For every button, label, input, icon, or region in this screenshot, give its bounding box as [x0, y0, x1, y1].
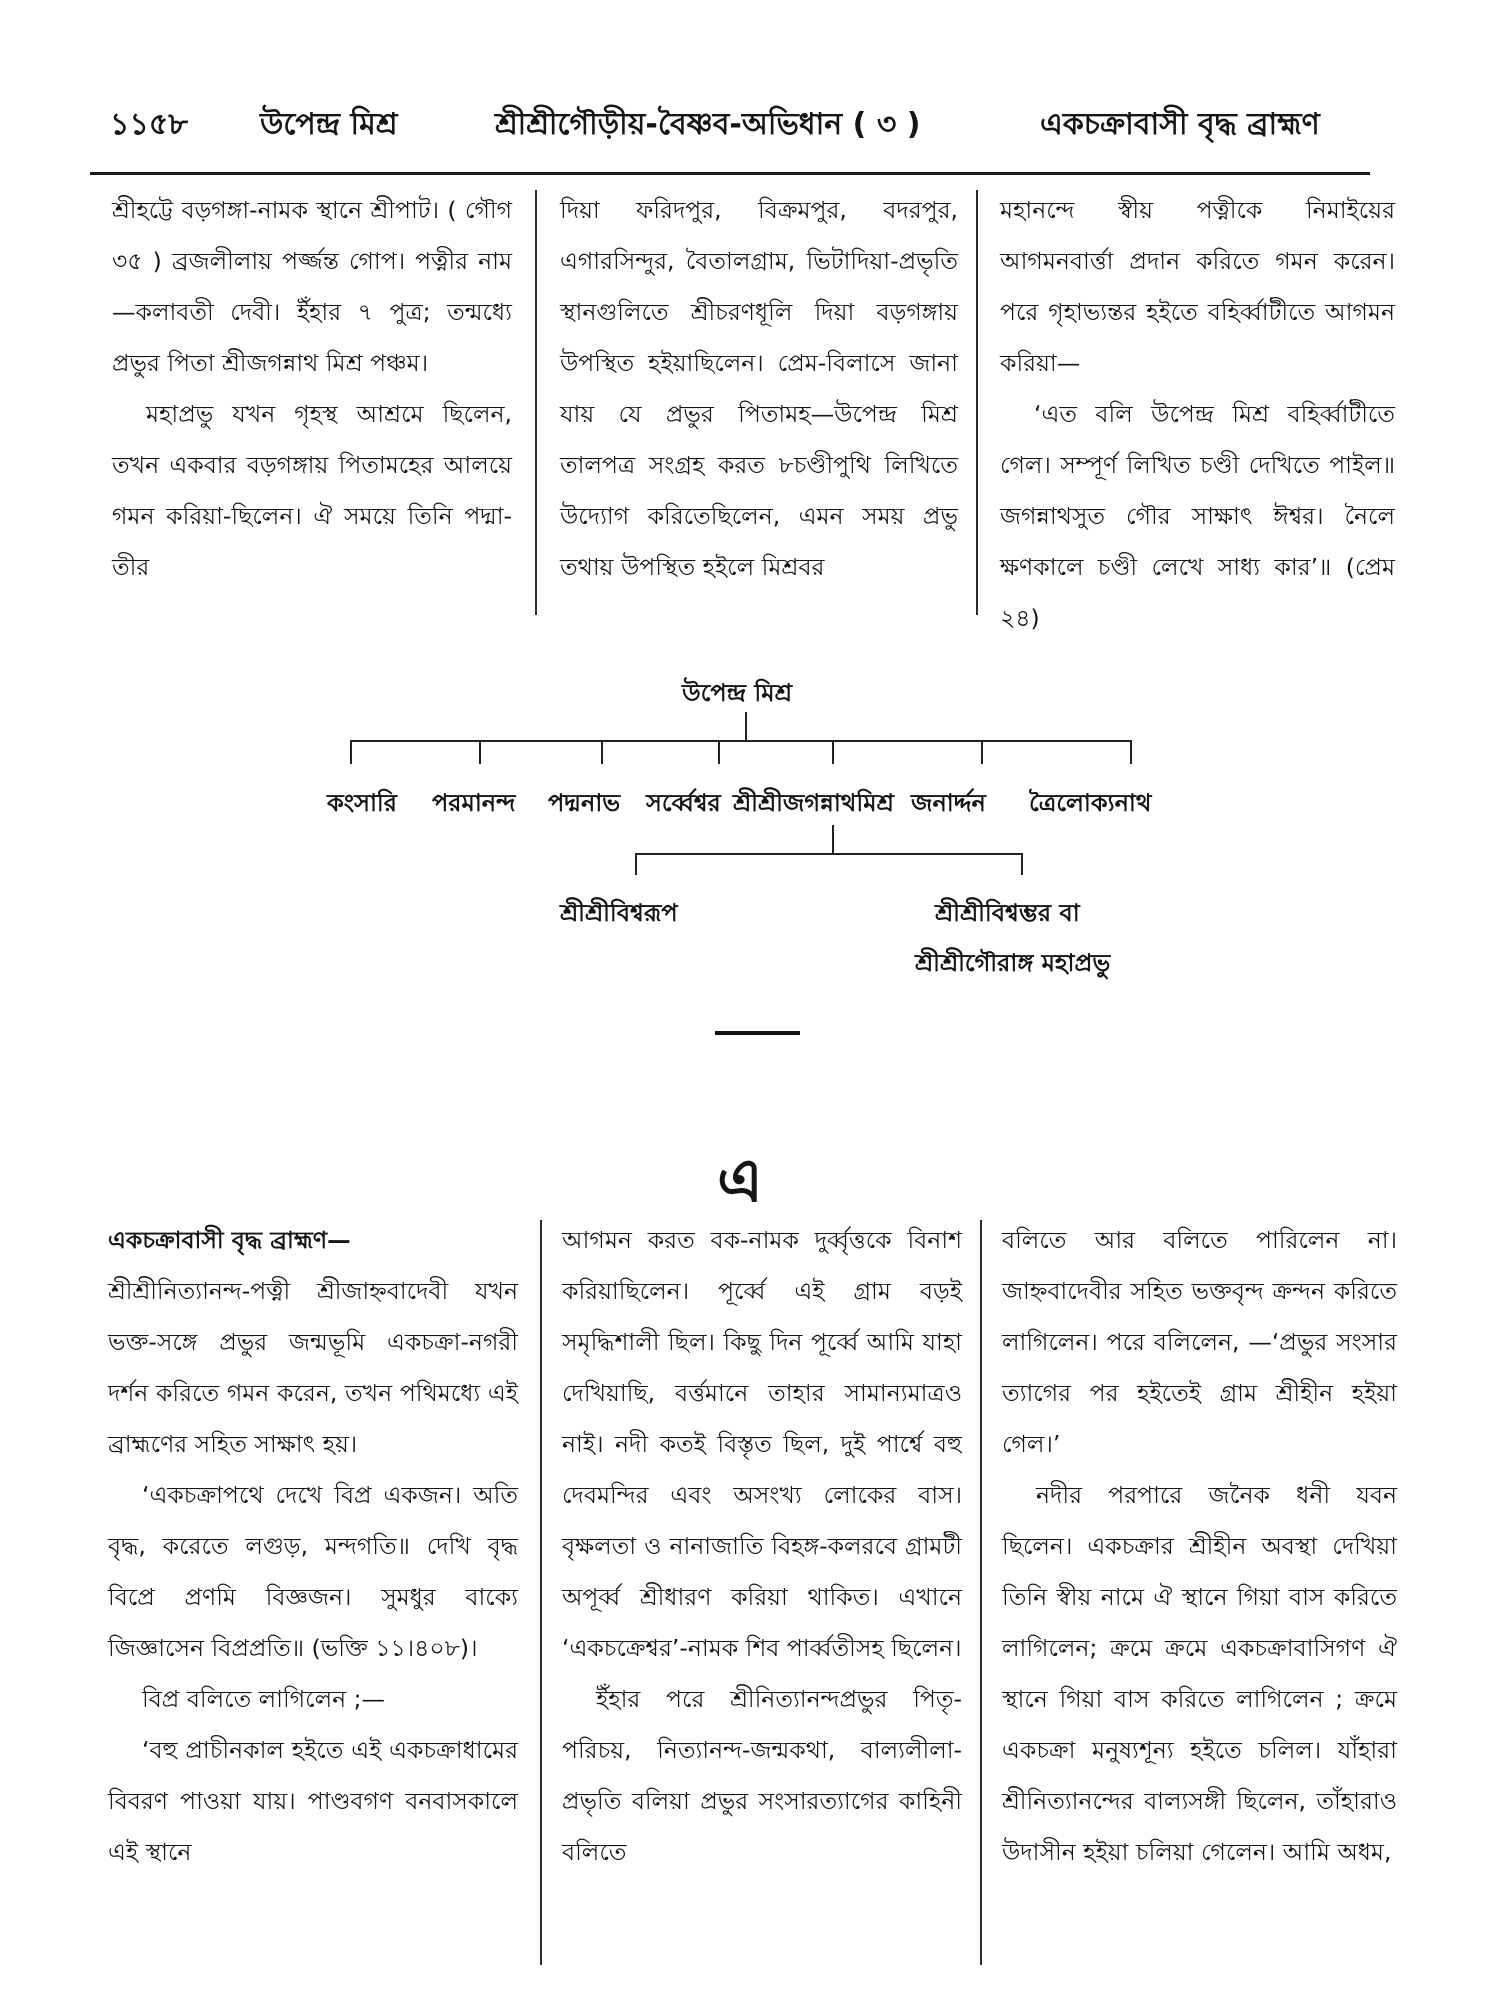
paragraph: নদীর পরপারে জনৈক ধনী যবন ছিলেন। একচক্রার শ্রীহীন অবস্থা দেখিয়া তিনি স্বীয় নামে ঐ স্থানে গিয়া বাস করিতে লাগিলেন; ক্রমে ক্রমে একচক্রাবাসিগণ ঐ স্থানে গিয়া বাস করিতে লাগিলেন ; ক্রমে একচক্রা মনুষ্যশূন্য হইতে চলিল। যাঁহারা শ্রীনিত্যানন্দের বাল্যসঙ্গী ছিলেন, তাঁহারাও উদাসীন হইয়া চলিয়া গেলেন। আমি অধম,	[1002, 1481, 1397, 1866]
paragraph: ‘এত বলি উপেন্দ্র মিশ্র বহির্ব্বাটীতে গেল। সম্পূর্ণ লিখিত চণ্ডী দেখিতে পাইল॥ জগন্নাথসুত গৌর সাক্ষাৎ ঈশ্বর। নৈলে ক্ষণকালে চণ্ডী লেখে সাধ্য কার’॥ (প্রেম ২৪)	[1000, 400, 1395, 632]
son-4: সর্ব্বেশ্বর	[646, 789, 721, 817]
paragraph: ইঁহার পরে শ্রীনিত্যানন্দপ্রভুর পিতৃ-পরিচয়, নিত্যানন্দ-জন্মকথা, বাল্যলীলা-প্রভৃতি বলিয়া প্রভুর সংসারত্যাগের কাহিনী বলিতে	[562, 1685, 962, 1866]
tree-line	[601, 740, 603, 764]
tree-line	[1130, 740, 1132, 764]
grandson-2-line-2: শ্রীশ্রীগৌরাঙ্গ মহাপ্রভু	[915, 949, 1111, 977]
paragraph: ‘একচক্রাপথে দেখে বিপ্র একজন। অতি বৃদ্ধ, করেতে লগুড়, মন্দগতি॥ দেখি বৃদ্ধ বিপ্রে প্রণমি বিজ্ঞজন। সুমধুর বাক্যে জিজ্ঞাসেন বিপ্রপ্রতি॥ (ভক্তি ১১।৪০৮)।	[108, 1481, 518, 1662]
tree-line	[718, 740, 720, 764]
tree-line	[479, 740, 481, 764]
top-column-1	[112, 185, 512, 593]
paragraph: শ্রীশ্রীনিত্যানন্দ-পত্নী শ্রীজাহ্নবাদেবী যখন ভক্ত-সঙ্গে প্রভুর জন্মভূমি একচক্রা-নগরী দর্শন করিতে গমন করেন, তখন পথিমধ্যে এই ব্রাহ্মণের সহিত সাক্ষাৎ হয়।	[108, 1277, 518, 1458]
tree-line	[832, 740, 834, 764]
bottom-column-2	[562, 1215, 962, 1878]
section-divider	[715, 1031, 800, 1035]
tree-line	[635, 853, 637, 875]
bottom-column-1	[108, 1215, 518, 1878]
tree-line	[745, 712, 747, 740]
tree-line	[350, 740, 1132, 742]
son-5: শ্রীশ্রীজগন্নাথমিশ্র	[733, 789, 894, 817]
paragraph: ‘বহু প্রাচীনকাল হইতে এই একচক্রাধামের বিবরণ পাওয়া যায়। পাণ্ডবগণ বনবাসকালে এই স্থানে	[108, 1736, 518, 1866]
paragraph: বিপ্র বলিতে লাগিলেন ;—	[142, 1685, 385, 1713]
grandson-2-line-1: শ্রীশ্রীবিশ্বম্ভর বা	[935, 899, 1080, 927]
bottom-column-3	[1002, 1215, 1397, 1878]
paragraph: আগমন করত বক-নামক দুর্ব্বৃত্তকে বিনাশ করিয়াছিলেন। পূর্ব্বে এই গ্রাম বড়ই সমৃদ্ধিশালী ছিল। কিছু দিন পূর্ব্বে আমি যাহা দেখিয়াছি, বর্ত্তমানে তাহার সামান্যমাত্রও নাই। নদী কতই বিস্তৃত ছিল, দুই পার্শ্বে বহু দেবমন্দির এবং অসংখ্য লোকের বাস। বৃক্ষলতা ও নানাজাতি বিহঙ্গ-কলরবে গ্রামটী অপূর্ব্ব শ্রীধারণ করিয়া থাকিত। এখানে ‘একচক্রেশ্বর’-নামক শিব পার্ব্বতীসহ ছিলেন।	[562, 1226, 962, 1662]
tree-line	[832, 825, 834, 853]
column-divider	[535, 190, 537, 615]
son-7: ত্রৈলোক্যনাথ	[1029, 789, 1152, 817]
son-6: জনার্দ্দন	[911, 789, 986, 817]
page-header	[110, 100, 1340, 160]
paragraph: মহাপ্রভু যখন গৃহস্থ আশ্রমে ছিলেন, তখন একবার বড়গঙ্গায় পিতামহের আলয়ে গমন করিয়া-ছিলেন। ঐ সময়ে তিনি পদ্মা-তীর	[112, 400, 512, 581]
grandson-1: শ্রীশ্রীবিশ্বরূপ	[560, 899, 678, 927]
tree-line	[981, 740, 983, 764]
column-divider	[540, 1220, 542, 1965]
next-entry: একচক্রাবাসী বৃদ্ধ ব্রাহ্মণ	[1040, 107, 1320, 142]
header-rule	[90, 172, 1370, 175]
paragraph: দিয়া ফরিদপুর, বিক্রমপুর, বদরপুর, এগারসিন্দুর, বৈতালগ্রাম, ভিটাদিয়া-প্রভৃতি স্থানগুলিতে শ্রীচরণধূলি দিয়া বড়গঙ্গায় উপস্থিত হইয়াছিলেন। প্রেম-বিলাসে জানা যায় যে প্রভুর পিতামহ—উপেন্দ্র মিশ্র তালপত্র সংগ্রহ করত ৮চণ্ডীপুথি লিখিতে উদ্যোগ করিতেছিলেন, এমন সময় প্রভু তথায় উপস্থিত হইলে মিশ্রবর	[560, 196, 958, 581]
column-divider	[980, 1220, 982, 1965]
entry-name: উপেন্দ্র মিশ্র	[260, 107, 398, 142]
son-1: কংসারি	[327, 789, 398, 817]
paragraph: শ্রীহট্টে বড়গঙ্গা-নামক স্থানে শ্রীপাট। ( গৌগ ৩৫ ) ব্রজলীলায় পর্জ্জন্ত গোপ। পত্নীর নাম—কলাবতী দেবী। ইঁহার ৭ পুত্র; তন্মধ্যে প্রভুর পিতা শ্রীজগন্নাথ মিশ্র পঞ্চম।	[112, 196, 512, 377]
column-divider	[976, 190, 978, 615]
paragraph: মহানন্দে স্বীয় পত্নীকে নিমাইয়ের আগমনবার্ত্তা প্রদান করিতে গমন করেন। পরে গৃহাভ্যন্তর হইতে বহির্ব্বাটীতে আগমন করিয়া—	[1000, 196, 1395, 377]
tree-line	[1021, 853, 1023, 875]
paragraph: বলিতে আর বলিতে পারিলেন না। জাহ্নবাদেবীর সহিত ভক্তবৃন্দ ক্রন্দন করিতে লাগিলেন। পরে বলিলেন, —‘প্রভুর সংসার ত্যাগের পর হইতেই গ্রাম শ্রীহীন হইয়া গেল।’	[1002, 1226, 1397, 1458]
top-column-3	[1000, 185, 1395, 644]
tree-line	[635, 853, 1023, 855]
page-number: ১১৫৮	[110, 107, 188, 142]
tree-line	[350, 740, 352, 764]
book-title: শ্রীশ্রীগৌড়ীয়-বৈষ্ণব-অভিধান ( ৩ )	[495, 107, 921, 142]
top-column-2	[560, 185, 958, 593]
tree-root: উপেন্দ্র মিশ্র	[682, 679, 793, 707]
section-letter: এ	[717, 1146, 763, 1216]
son-2: পরমানন্দ	[432, 789, 516, 817]
entry-heading: একচক্রাবাসী বৃদ্ধ ব্রাহ্মণ—	[108, 1226, 351, 1254]
son-3: পদ্মনাভ	[548, 789, 621, 817]
